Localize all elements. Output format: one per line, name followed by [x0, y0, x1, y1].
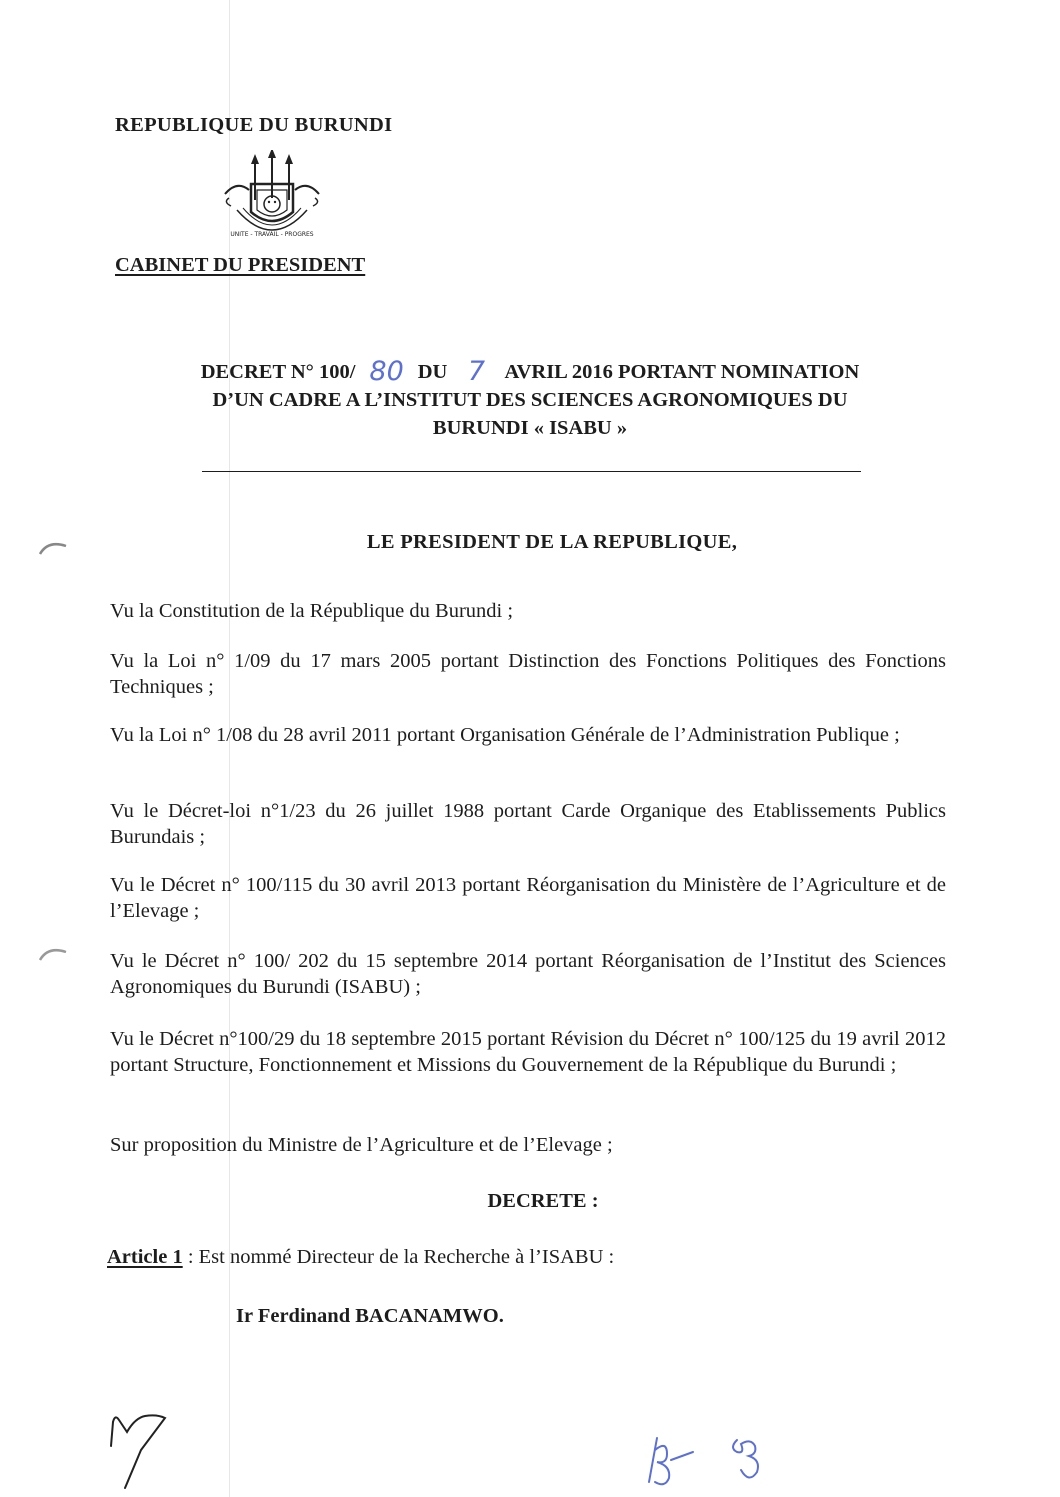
- considerant-loi-1-08: Vu la Loi n° 1/08 du 28 avril 2011 portant Organisation Générale de l’Administration Publique ;: [110, 724, 900, 746]
- considerant-decret-loi-1-23: Vu le Décret-loi n°1/23 du 26 juillet 1988 portant Carde Organique des Etablissements Publics Burundais ;: [110, 800, 946, 848]
- president-heading: LE PRESIDENT DE LA REPUBLIQUE,: [366, 531, 738, 553]
- emblem-motto: UNITE - TRAVAIL - PROGRES: [230, 231, 314, 238]
- article-1-text: : Est nommé Directeur de la Recherche à l’ISABU :: [187, 1246, 615, 1268]
- considerant-decret-100-115: Vu le Décret n° 100/115 du 30 avril 2013 portant Réorganisation du Ministère de l’Agriculture et de l’Elevage ;: [110, 874, 946, 922]
- title-line1-rest: AVRIL 2016 PORTANT NOMINATION: [504, 361, 860, 383]
- title-line-2: D’UN CADRE A L’INSTITUT DES SCIENCES AGRONOMIQUES DU: [212, 389, 848, 411]
- considerant-constitution: Vu la Constitution de la République du Burundi ;: [110, 600, 514, 622]
- handwritten-paraphe: [645, 1430, 785, 1490]
- decree-number-prefix: DECRET N° 100/: [200, 361, 356, 383]
- considerant-loi-1-09: Vu la Loi n° 1/09 du 17 mars 2005 portant Distinction des Fonctions Politiques des Fonctions Techniques ;: [110, 650, 946, 698]
- handwritten-initials: [105, 1410, 175, 1490]
- handwritten-day: 7: [467, 356, 486, 387]
- title-line-3: BURUNDI « ISABU »: [432, 417, 628, 439]
- title-line-1: [120, 358, 940, 386]
- article-1: [107, 1246, 614, 1269]
- office-heading: CABINET DU PRESIDENT: [115, 254, 366, 276]
- decree-title: [120, 358, 940, 442]
- title-divider: [202, 471, 861, 472]
- article-1-label: Article 1: [107, 1246, 183, 1268]
- nominee-name: Ir Ferdinand BACANAMWO.: [236, 1305, 504, 1327]
- considerant-decret-100-202: Vu le Décret n° 100/ 202 du 15 septembre 2014 portant Réorganisation de l’Institut des Sciences Agronomiques du Burundi (ISABU) ;: [110, 950, 946, 998]
- considerant-decret-100-29: Vu le Décret n°100/29 du 18 septembre 2015 portant Révision du Décret n° 100/125 du 19 avril 2012 portant Structure, Fonctionnement et Missions du Gouvernement de la République du Burundi ;: [110, 1028, 946, 1076]
- handwritten-decree-number: 80: [369, 356, 404, 387]
- decrete-heading: DECRETE :: [487, 1190, 599, 1212]
- considerant-proposition: Sur proposition du Ministre de l’Agriculture et de l’Elevage ;: [110, 1134, 613, 1156]
- country-heading: REPUBLIQUE DU BURUNDI: [115, 114, 393, 136]
- punch-hole-mark: [38, 944, 68, 962]
- coat-of-arms-emblem: [215, 150, 330, 250]
- title-du: DU: [417, 361, 448, 383]
